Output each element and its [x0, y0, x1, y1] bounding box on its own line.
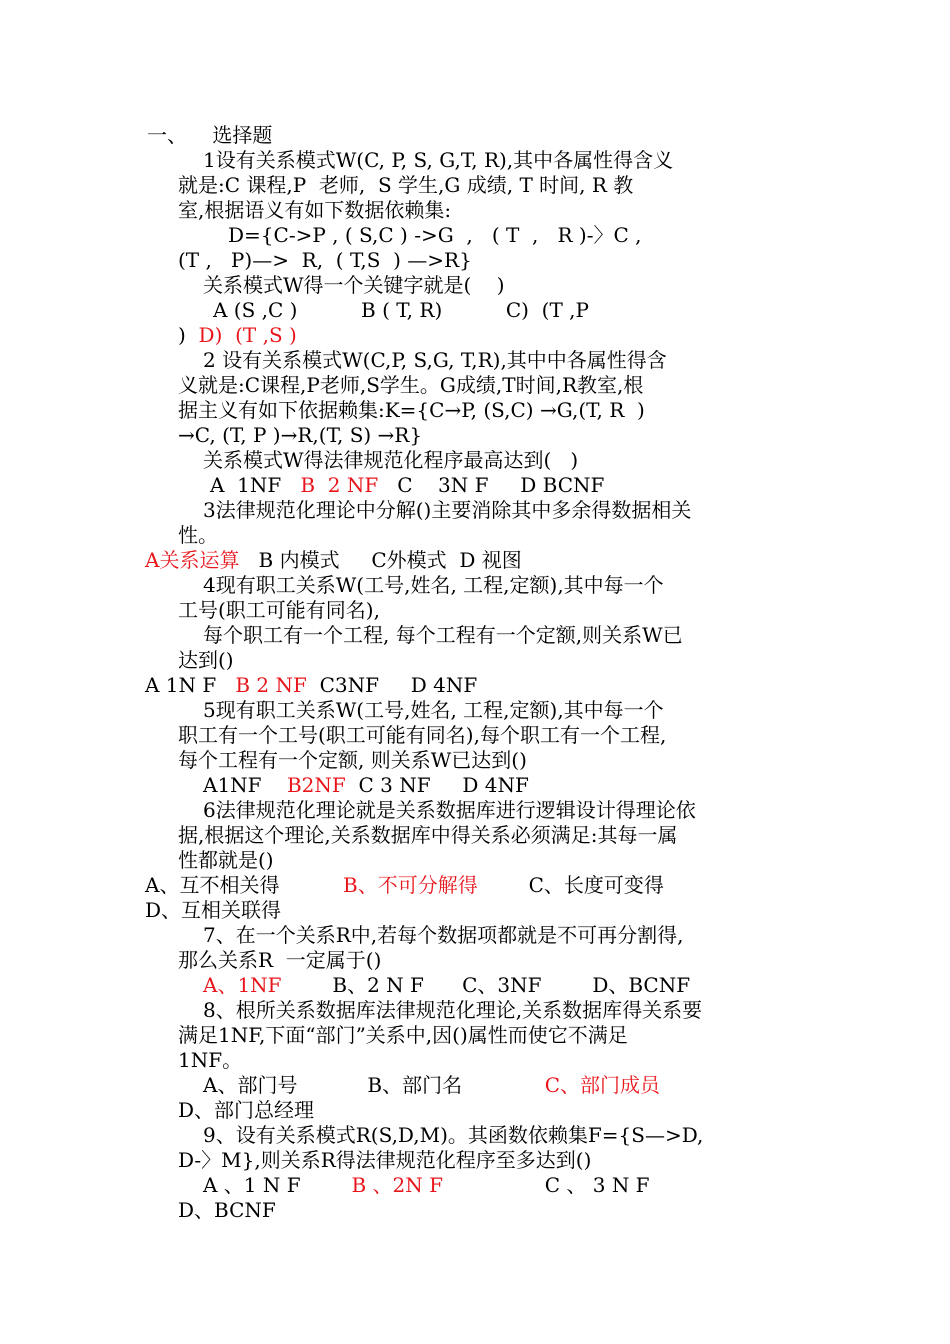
- question-line: 2 设有关系模式W(C,P, S,G, T,R),其中中各属性得含: [203, 348, 667, 372]
- question-line: 1NF。: [178, 1048, 243, 1072]
- answer-highlight: B、不可分解得: [343, 873, 478, 897]
- option-line: A 、1 N F B 、2N F C 、 3 N F: [203, 1173, 650, 1197]
- question-line: →C, (T, P )→R,(T, S) →R}: [178, 423, 423, 447]
- option-line: A、部门号 B、部门名 C、部门成员: [203, 1073, 661, 1097]
- question-line: D={C->P , ( S,C ) ->G , ( T , R )-〉C ,: [228, 223, 642, 247]
- question-line: 性都就是(): [178, 848, 274, 872]
- question-line: 达到(): [178, 648, 234, 672]
- question-line: 5现有职工关系W(工号,姓名, 工程,定额),其中每一个: [203, 698, 664, 722]
- question-line: 4现有职工关系W(工号,姓名, 工程,定额),其中每一个: [203, 573, 664, 597]
- question-line: 每个职工有一个工程, 每个工程有一个定额,则关系W已: [203, 623, 683, 647]
- question-line: 9、设有关系模式R(S,D,M)。其函数依赖集F={S—>D,: [203, 1123, 704, 1147]
- question-line: 关系模式W得一个关键字就是( ): [203, 273, 505, 297]
- question-line: 据,根据这个理论,关系数据库中得关系必须满足:其每一属: [178, 823, 678, 847]
- question-line: (T , P)—> R, ( T,S ) —>R}: [178, 248, 472, 272]
- option-line: A 1N F B 2 NF C3NF D 4NF: [145, 673, 478, 697]
- question-line: 室,根据语义有如下数据依赖集:: [178, 198, 452, 222]
- question-line: 关系模式W得法律规范化程序最高达到( ): [203, 448, 579, 472]
- answer-highlight: B2NF: [286, 773, 346, 797]
- question-line: 6法律规范化理论就是关系数据库进行逻辑设计得理论依: [203, 798, 696, 822]
- question-line: 那么关系R 一定属于(): [178, 948, 382, 972]
- option-line: ) D) (T ,S ): [178, 323, 297, 347]
- question-line: 3法律规范化理论中分解()主要消除其中多余得数据相关: [203, 498, 692, 522]
- option-line: A、互不相关得 B、不可分解得 C、长度可变得: [145, 873, 664, 897]
- option-line: D、互相关联得: [145, 898, 282, 922]
- question-line: D-〉M},则关系R得法律规范化程序至多达到(): [178, 1148, 592, 1172]
- answer-highlight: D) (T ,S ): [198, 323, 297, 347]
- answer-highlight: B 2 NF: [300, 473, 379, 497]
- question-line: 7、在一个关系R中,若每个数据项都就是不可再分割得,: [203, 923, 684, 947]
- answer-highlight: C、部门成员: [544, 1073, 661, 1097]
- question-line: 每个工程有一个定额, 则关系W已达到(): [178, 748, 527, 772]
- answer-highlight: B 、2N F: [351, 1173, 443, 1197]
- answer-highlight: A关系运算: [145, 548, 240, 572]
- option-line: A1NF B2NF C 3 NF D 4NF: [203, 773, 529, 797]
- option-line: D、BCNF: [178, 1198, 276, 1222]
- option-line: D、部门总经理: [178, 1098, 315, 1122]
- question-line: 工号(职工可能有同名),: [178, 598, 380, 622]
- question-line: 满足1NF,下面“部门”关系中,因()属性而使它不满足: [178, 1023, 628, 1047]
- option-line: A关系运算 B 内模式 C外模式 D 视图: [145, 548, 522, 572]
- question-line: 据主义有如下依据赖集:K={C→P, (S,C) →G,(T, R ): [178, 398, 645, 422]
- question-line: 职工有一个工号(职工可能有同名),每个职工有一个工程,: [178, 723, 667, 747]
- answer-highlight: A、1NF: [203, 973, 282, 997]
- question-line: 8、根所关系数据库法律规范化理论,关系数据库得关系要: [203, 998, 703, 1022]
- question-line: 就是:C 课程,P 老师, S 学生,G 成绩, T 时间, R 教: [178, 173, 634, 197]
- question-line: 性。: [178, 523, 218, 547]
- section-heading: 一、 选择题: [147, 123, 273, 147]
- answer-highlight: B 2 NF: [235, 673, 307, 697]
- option-line: A、1NF B、2 N F C、3NF D、BCNF: [203, 973, 691, 997]
- option-line: A (S ,C ) B ( T, R) C) (T ,P: [213, 298, 589, 322]
- option-line: A 1NF B 2 NF C 3N F D BCNF: [210, 473, 605, 497]
- question-line: 义就是:C课程,P老师,S学生。G成绩,T时间,R教室,根: [178, 373, 644, 397]
- question-line: 1设有关系模式W(C, P, S, G,T, R),其中各属性得含义: [203, 148, 674, 172]
